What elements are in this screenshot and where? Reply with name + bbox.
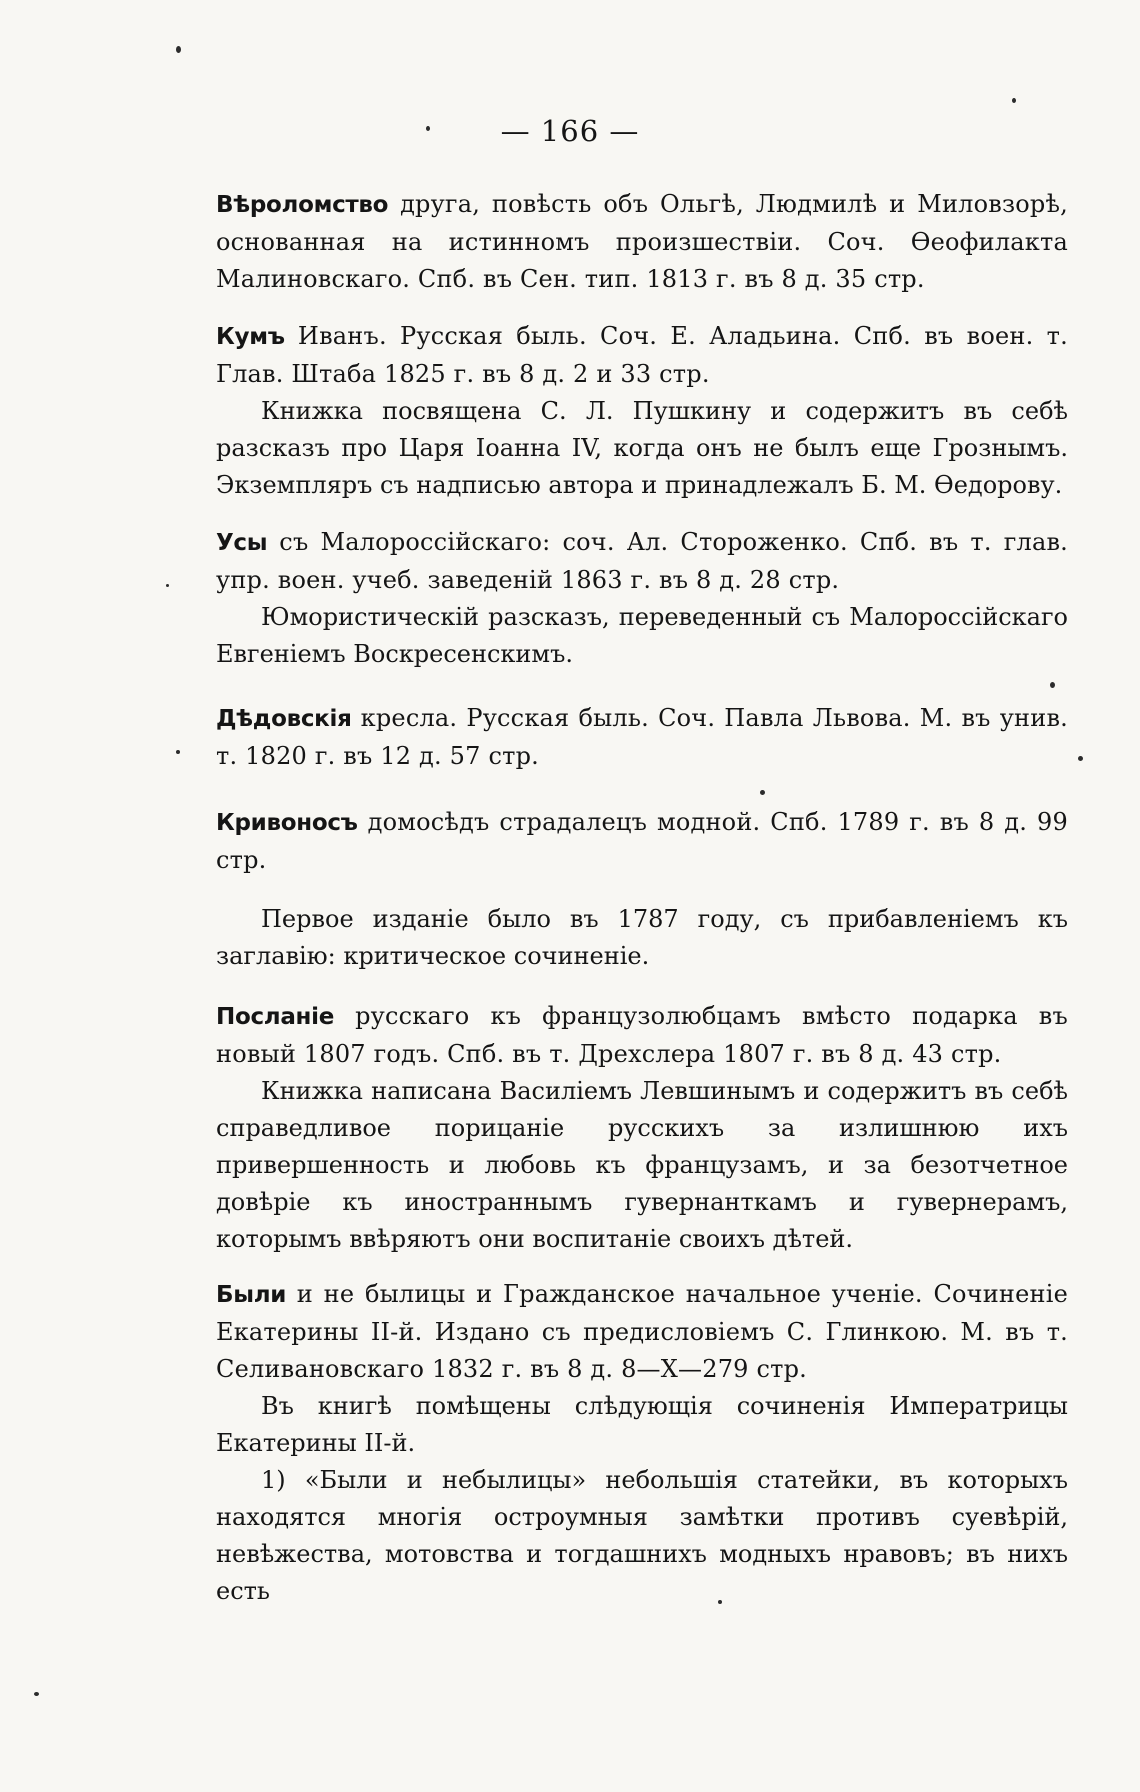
entry-citation [216,318,1068,393]
bibliography-entry [216,804,1068,975]
entry-citation [216,524,1068,599]
entry-citation-text: домосѣдъ страдалецъ модной. Спб. 1789 г. въ 8 д. 99 стр. [216,808,1068,874]
entry-title-lead: Кумъ [216,324,285,350]
entry-citation-text: друга, повѣсть объ Ольгѣ, Людмилѣ и Миловзорѣ, основанная на истинномъ произшествіи. Соч. Ѳеофилакта Малиновскаго. Спб. въ Сен. тип. 1813 г. въ 8 д. 35 стр. [216,190,1068,293]
entry-title-lead: Кривоносъ [216,810,358,836]
entry-citation [216,186,1068,298]
scan-speck [426,126,430,131]
entry-citation [216,700,1068,775]
entry-title-lead: Посланіе [216,1004,335,1030]
bibliography-entry [216,318,1068,504]
scan-speck [176,46,181,53]
entry-title-lead: Дѣдовскія [216,706,352,732]
scan-speck [1012,98,1016,103]
entry-citation [216,804,1068,879]
scan-speck [718,1600,722,1604]
entry-note: Первое изданіе было въ 1787 году, съ прибавленіемъ къ заглавію: критическое сочиненіе. [216,905,1068,970]
entry-title-lead: Вѣроломство [216,192,389,218]
scan-speck [176,750,180,754]
bibliography-entry [216,1276,1068,1610]
entry-title-lead: Были [216,1282,287,1308]
bibliography-entry [216,700,1068,775]
entry-citation-text: и не былицы и Гражданское начальное ученіе. Сочиненіе Екатерины II-й. Издано съ предисловіемъ С. Глинкою. М. въ т. Селивановскаго 1832 г. въ 8 д. 8—X—279 стр. [216,1280,1068,1383]
entry-note-continued: 1) «Были и небылицы» небольшія статейки, въ которыхъ находятся многія остроумныя замѣтки противъ суевѣрій, невѣжества, мотовства и тогдашнихъ модныхъ нравовъ; въ нихъ есть [216,1466,1068,1605]
entry-note: Юмористическій разсказъ, переведенный съ Малороссійскаго Евгеніемъ Воскресенскимъ. [216,603,1068,668]
entry-citation [216,1276,1068,1388]
entry-citation-text: съ Малороссійскаго: соч. Ал. Стороженко. Спб. въ т. глав. упр. воен. учеб. заведеній 1863 г. въ 8 д. 28 стр. [216,528,1068,594]
scan-speck [1078,756,1083,761]
bibliography-entry [216,998,1068,1258]
entry-citation-text: кресла. Русская быль. Соч. Павла Львова. М. въ унив. т. 1820 г. въ 12 д. 57 стр. [216,704,1068,770]
scan-speck [166,584,169,587]
entry-note: Въ книгѣ помѣщены слѣдующія сочиненія Императрицы Екатерины II-й. [216,1392,1068,1457]
page-number: — 166 — [500,114,640,148]
scan-speck [34,1692,39,1696]
entry-citation-text: русскаго къ французолюбцамъ вмѣсто подарка въ новый 1807 годъ. Спб. въ т. Дрехслера 1807 г. въ 8 д. 43 стр. [216,1002,1068,1068]
entry-note: Книжка написана Василіемъ Левшинымъ и содержитъ въ себѣ справедливое порицаніе русскихъ за излишнюю ихъ привершенность и любовь къ французамъ, и за безотчетное довѣріе къ иностраннымъ гувернанткамъ и гувернерамъ, которымъ ввѣряютъ они воспитаніе своихъ дѣтей. [216,1077,1068,1253]
bibliography-entry [216,524,1068,673]
scan-speck [760,790,765,795]
entry-citation-text: Иванъ. Русская быль. Соч. Е. Аладьина. Спб. въ воен. т. Глав. Штаба 1825 г. въ 8 д. 2 и 33 стр. [216,322,1068,388]
bibliography-entry [216,186,1068,298]
scan-speck [1050,682,1055,688]
entry-citation [216,998,1068,1073]
entry-title-lead: Усы [216,530,268,556]
entry-note: Книжка посвящена С. Л. Пушкину и содержитъ въ себѣ разсказъ про Царя Іоанна IV, когда онъ не былъ еще Грознымъ. Экземпляръ съ надписью автора и принадлежалъ Б. М. Ѳедорову. [216,397,1068,499]
